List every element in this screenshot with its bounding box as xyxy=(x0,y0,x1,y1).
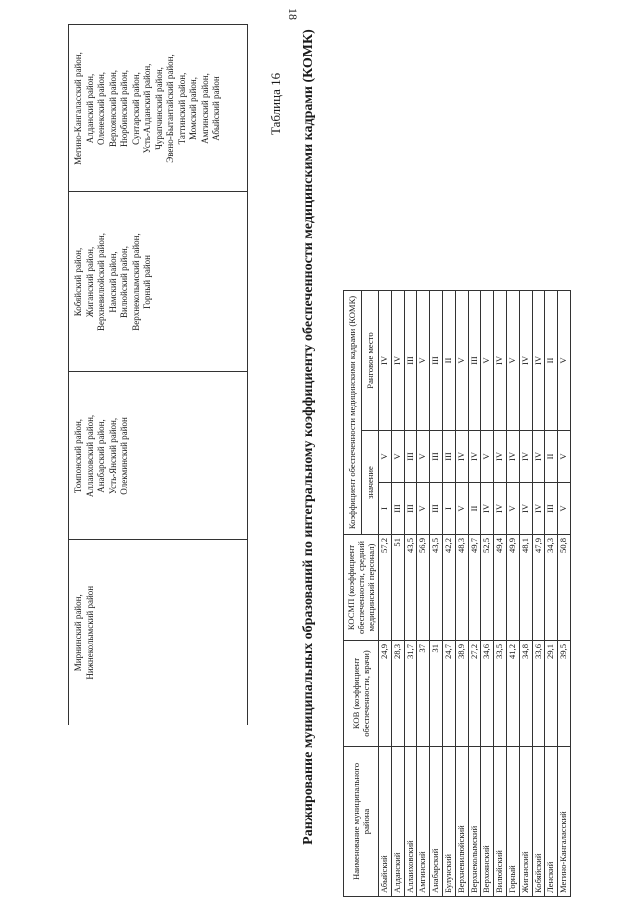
cell-c2: IV xyxy=(519,431,532,483)
cell-c1: V xyxy=(417,483,430,535)
cell-c1: V xyxy=(558,483,571,535)
cell-kosmp: 49,9 xyxy=(506,535,519,641)
table-row xyxy=(519,291,532,897)
header-value: значение xyxy=(361,431,379,535)
cell-rank: III xyxy=(468,291,481,431)
cell-name: Верхневилюйский xyxy=(455,747,468,897)
district-line: Мегино-Кангаласский район, xyxy=(73,52,83,165)
cell-rank: V xyxy=(455,291,468,431)
cell-kosmp: 49,4 xyxy=(494,535,507,641)
district-line: Вилюйский район, xyxy=(119,246,129,318)
cell-c1: IV xyxy=(532,483,545,535)
table-row xyxy=(417,291,430,897)
cell-c1: III xyxy=(404,483,417,535)
cell-kosmp: 48,3 xyxy=(455,535,468,641)
cell-kov: 34,8 xyxy=(519,641,532,747)
header-kov: КОВ (коэффициент обеспеченности, врачи) xyxy=(344,641,379,747)
district-line: Верхоянский район, xyxy=(107,69,118,148)
table-row xyxy=(468,291,481,897)
district-line: Чурапчинский район, xyxy=(153,67,164,150)
ranking-table xyxy=(343,290,571,897)
continuation-row xyxy=(69,25,248,725)
cell-c2: III xyxy=(404,431,417,483)
cell-rank: IV xyxy=(519,291,532,431)
cell-kosmp: 42,2 xyxy=(442,535,455,641)
table-row xyxy=(532,291,545,897)
cell-c2: V xyxy=(379,431,392,483)
header-kosmp: КОСМП (коэффициент обеспеченности, средний медицинский персонал) xyxy=(344,535,379,641)
cell-rank: III xyxy=(430,291,443,431)
district-line: Нижнеколымский район xyxy=(84,585,95,680)
cell-rank: IV xyxy=(379,291,392,431)
district-line: Амгинский район, xyxy=(199,73,210,144)
table-row xyxy=(545,291,558,897)
cell-name: Ленский xyxy=(545,747,558,897)
table-row xyxy=(430,291,443,897)
district-line: Нюрбинский район, xyxy=(119,69,129,148)
cell-rank: IV xyxy=(391,291,404,431)
cell-kosmp: 34,3 xyxy=(545,535,558,641)
cell-kosmp: 47,9 xyxy=(532,535,545,641)
cell-rank: III xyxy=(404,291,417,431)
cell-name: Абыйский xyxy=(379,747,392,897)
cell-name: Алданский xyxy=(391,747,404,897)
cell-kov: 31 xyxy=(430,641,443,747)
cell-kov: 29,1 xyxy=(545,641,558,747)
district-line: Намский район, xyxy=(107,251,118,313)
cell-name: Булунский xyxy=(442,747,455,897)
cell-name: Жиганский xyxy=(519,747,532,897)
cell-kosmp: 52,5 xyxy=(481,535,494,641)
cell-name: Анабарский xyxy=(430,747,443,897)
cell-rank: IV xyxy=(494,291,507,431)
header-name: Наименование муниципального района xyxy=(344,747,379,897)
cell-c2: IV xyxy=(532,431,545,483)
district-line: Сунтарский район, xyxy=(130,72,141,145)
continuation-table xyxy=(68,25,248,725)
table-label: Таблица 16 xyxy=(268,72,283,135)
district-line: Томпонский район, xyxy=(73,418,83,494)
continuation-cell-3 xyxy=(69,192,248,372)
cell-kosmp: 56,9 xyxy=(417,535,430,641)
cell-kosmp: 43,5 xyxy=(430,535,443,641)
district-line: Жиганский район, xyxy=(84,246,95,318)
cell-kov: 27,2 xyxy=(468,641,481,747)
cell-c1: IV xyxy=(494,483,507,535)
cell-name: Кобяйский xyxy=(532,747,545,897)
district-line: Таттинский район, xyxy=(176,72,187,145)
district-line: Кобяйский район, xyxy=(73,247,83,317)
cell-kov: 24,9 xyxy=(379,641,392,747)
district-line: Момский район, xyxy=(188,77,198,140)
cell-c1: III xyxy=(391,483,404,535)
cell-kosmp: 51 xyxy=(391,535,404,641)
cell-c2: II xyxy=(545,431,558,483)
cell-c2: III xyxy=(442,431,455,483)
district-line: Усть-Алданский район, xyxy=(142,63,152,154)
cell-kosmp: 57,2 xyxy=(379,535,392,641)
cell-name: Горный xyxy=(506,747,519,897)
cell-c1: V xyxy=(455,483,468,535)
cell-c1: II xyxy=(468,483,481,535)
cell-kov: 39,5 xyxy=(558,641,571,747)
district-line: Абыйский район xyxy=(211,76,221,141)
cell-name: Амгинский xyxy=(417,747,430,897)
cell-c2: IV xyxy=(494,431,507,483)
cell-c2: V xyxy=(391,431,404,483)
district-line: Верхневилюйский район, xyxy=(96,232,106,332)
table-row xyxy=(455,291,468,897)
cell-kov: 24,7 xyxy=(442,641,455,747)
cell-c1: IV xyxy=(481,483,494,535)
cell-kosmp: 48,1 xyxy=(519,535,532,641)
cell-name: Аллаиховский xyxy=(404,747,417,897)
table-row xyxy=(481,291,494,897)
cell-kov: 33,5 xyxy=(494,641,507,747)
table-row xyxy=(379,291,392,897)
table-row xyxy=(391,291,404,897)
district-line: Усть-Янский район, xyxy=(107,417,118,495)
cell-name: Мегино-Кангаласский xyxy=(558,747,571,897)
cell-rank: IV xyxy=(532,291,545,431)
continuation-cell-1 xyxy=(69,540,248,725)
continuation-cell-4 xyxy=(69,25,248,192)
cell-rank: II xyxy=(545,291,558,431)
cell-rank: V xyxy=(506,291,519,431)
cell-rank: V xyxy=(417,291,430,431)
cell-kosmp: 43,5 xyxy=(404,535,417,641)
table-title: Ранжирование муниципальных образований по интегральному коэффициенту обеспеченности медицинскими кадрами (КОМК) xyxy=(301,29,316,845)
cell-kov: 37 xyxy=(417,641,430,747)
cell-rank: V xyxy=(558,291,571,431)
district-line: Анабарский район, xyxy=(96,419,106,493)
cell-c2: III xyxy=(430,431,443,483)
page-number-text: 18 xyxy=(286,8,300,20)
header-komk: Коэффициент обеспеченности медицинскими кадрами (КОМК) xyxy=(344,291,362,535)
cell-name: Вилюйский xyxy=(494,747,507,897)
cell-c1: I xyxy=(379,483,392,535)
cell-rank: V xyxy=(481,291,494,431)
cell-name: Верхоянский xyxy=(481,747,494,897)
cell-kov: 31,7 xyxy=(404,641,417,747)
district-line: Олекминский район xyxy=(119,417,129,495)
cell-kov: 34,6 xyxy=(481,641,494,747)
cell-c1: III xyxy=(430,483,443,535)
table-row xyxy=(494,291,507,897)
district-line: Оленекский район, xyxy=(96,71,106,146)
continuation-cell-2 xyxy=(69,372,248,540)
table-row xyxy=(558,291,571,897)
cell-c2: IV xyxy=(506,431,519,483)
cell-c2: V xyxy=(558,431,571,483)
cell-kov: 33,6 xyxy=(532,641,545,747)
cell-c1: V xyxy=(506,483,519,535)
district-line: Верхнеколымский район, xyxy=(130,233,141,331)
cell-c1: I xyxy=(442,483,455,535)
cell-rank: II xyxy=(442,291,455,431)
cell-kov: 28,3 xyxy=(391,641,404,747)
cell-c2: V xyxy=(481,431,494,483)
district-line: Мирнинский район, xyxy=(73,594,83,672)
cell-c2: V xyxy=(417,431,430,483)
district-line: Горный район xyxy=(142,255,152,309)
district-line: Аллаиховский район, xyxy=(84,414,95,498)
cell-c2: IV xyxy=(468,431,481,483)
district-line: Эвено-Бытантайский район, xyxy=(165,54,175,163)
cell-kov: 41,2 xyxy=(506,641,519,747)
cell-c2: IV xyxy=(455,431,468,483)
district-line: Алданский район, xyxy=(84,73,95,144)
cell-kov: 38,9 xyxy=(455,641,468,747)
table-row xyxy=(404,291,417,897)
cell-c1: III xyxy=(545,483,558,535)
cell-kosmp: 49,7 xyxy=(468,535,481,641)
header-rank: Ранговое место xyxy=(361,291,379,431)
table-row xyxy=(442,291,455,897)
table-row xyxy=(506,291,519,897)
cell-name: Верхнеколымский xyxy=(468,747,481,897)
cell-kosmp: 50,8 xyxy=(558,535,571,641)
cell-c1: IV xyxy=(519,483,532,535)
